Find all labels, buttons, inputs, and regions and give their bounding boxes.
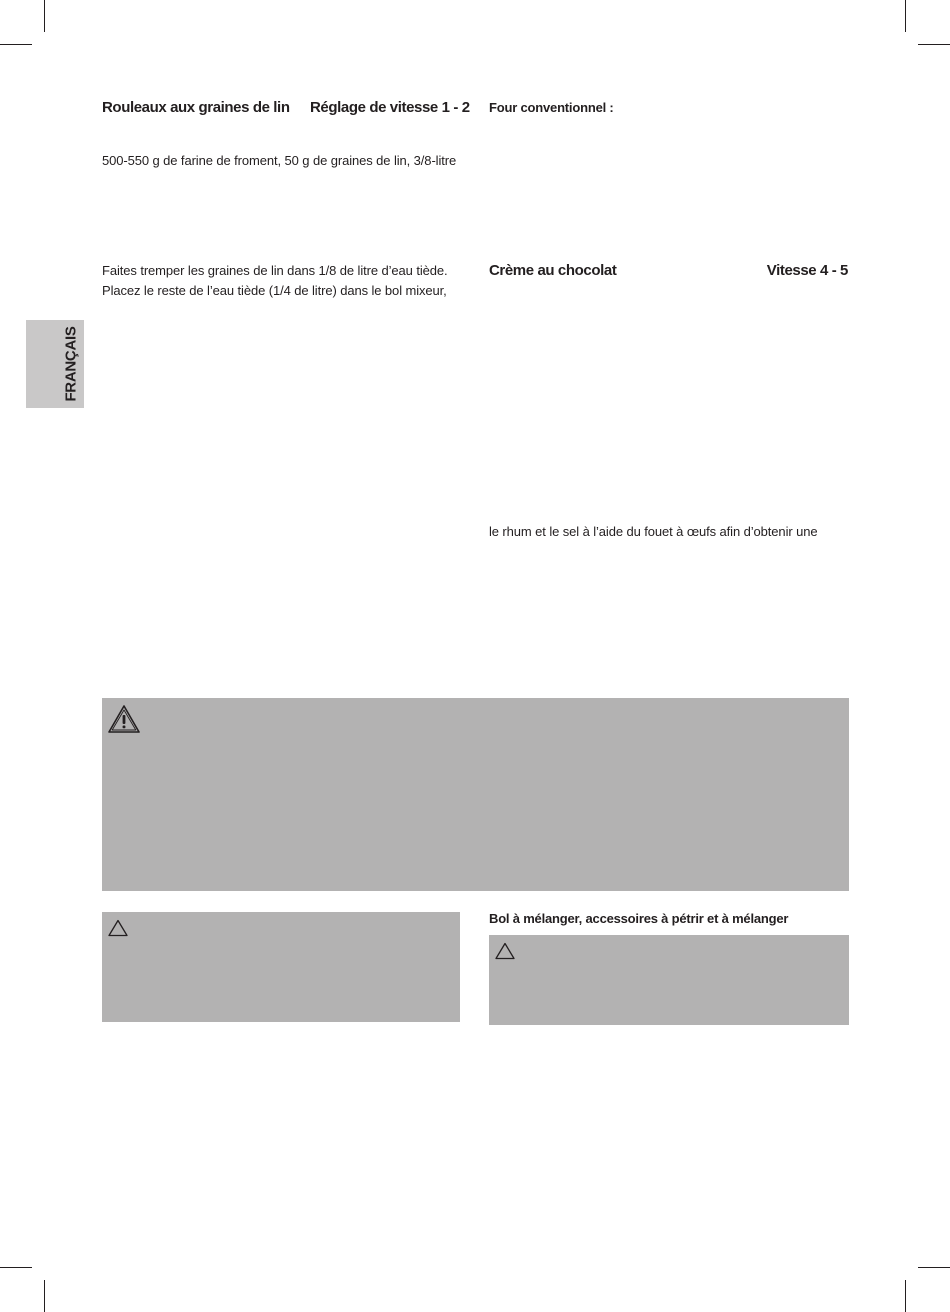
language-tab-label: FRANÇAIS [62, 326, 80, 402]
instructions-line-1: Faites tremper les graines de lin dans 1/8 de litre d’eau tiède. [102, 263, 448, 278]
crop-mark-top-left-h [0, 44, 32, 45]
recipe-speed-setting: Réglage de vitesse 1 - 2 [310, 99, 470, 116]
crop-mark-top-left-v [44, 0, 45, 32]
crop-mark-bottom-left-h [0, 1267, 32, 1268]
oven-heading: Four conventionnel : [489, 100, 614, 115]
ingredients-line: 500-550 g de farine de froment, 50 g de graines de lin, 3/8-litre [102, 153, 457, 168]
crop-mark-bottom-right-v [905, 1280, 906, 1312]
recipe2-title: Crème au chocolat [489, 262, 617, 279]
crop-mark-bottom-right-h [918, 1267, 950, 1268]
caution-box-right [489, 935, 849, 1025]
recipe2-speed-setting: Vitesse 4 - 5 [766, 262, 848, 279]
warning-triangle-exclamation-icon [107, 703, 141, 735]
instructions-line-2: Placez le reste de l’eau tiède (1/4 de litre) dans le bol mixeur, [102, 283, 447, 298]
recipe2-instructions-line: le rhum et le sel à l’aide du fouet à œufs afin d’obtenir une [489, 524, 818, 539]
recipe-title: Rouleaux aux graines de lin [102, 99, 290, 116]
cleaning-heading: Bol à mélanger, accessoires à pétrir et à mélanger [489, 911, 789, 926]
crop-mark-top-right-h [918, 44, 950, 45]
warning-triangle-icon [495, 942, 515, 960]
warning-triangle-icon [108, 919, 128, 937]
caution-box-left [102, 912, 460, 1022]
warning-box [102, 698, 849, 891]
crop-mark-bottom-left-v [44, 1280, 45, 1312]
crop-mark-top-right-v [905, 0, 906, 32]
